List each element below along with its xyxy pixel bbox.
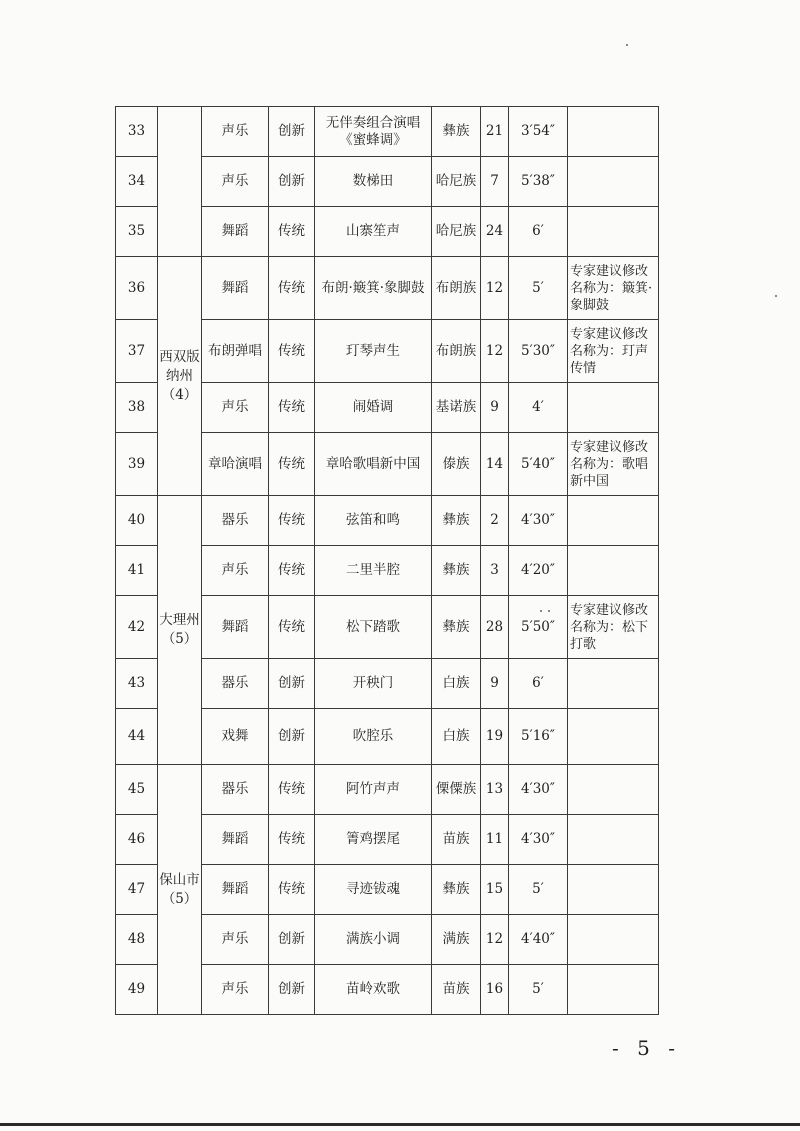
region-cell-baoshan: 保山市（5） [158,765,202,1015]
people-cell: 12 [481,915,509,965]
note-cell: 专家建议修改名称为：玎声传情 [568,320,659,383]
ethnicity-cell: 布朗族 [432,257,481,320]
duration-cell: 5′30″ [509,320,568,383]
note-cell [568,546,659,596]
category-cell: 器乐 [202,659,269,709]
title-cell: 阿竹声声 [315,765,432,815]
title-cell: 布朗·簸箕·象脚鼓 [315,257,432,320]
ethnicity-cell: 彝族 [432,546,481,596]
program-table [115,106,659,1015]
type-cell: 传统 [269,546,315,596]
ethnicity-cell: 苗族 [432,965,481,1015]
duration-cell: 5′16″ [509,709,568,765]
scan-speck [548,610,550,612]
note-cell [568,107,659,157]
row-number: 41 [116,546,158,596]
ethnicity-cell: 彝族 [432,496,481,546]
title-cell: 苗岭欢歌 [315,965,432,1015]
row-number: 46 [116,815,158,865]
note-cell: 专家建议修改名称为：歌唱新中国 [568,433,659,496]
row-number: 42 [116,596,158,659]
category-cell: 戏舞 [202,709,269,765]
type-cell: 传统 [269,765,315,815]
category-cell: 声乐 [202,915,269,965]
type-cell: 传统 [269,496,315,546]
title-cell: 山寨笙声 [315,207,432,257]
row-number: 47 [116,865,158,915]
ethnicity-cell: 基诺族 [432,383,481,433]
row-number: 45 [116,765,158,815]
note-cell [568,157,659,207]
category-cell: 声乐 [202,546,269,596]
duration-cell: 4′30″ [509,765,568,815]
category-cell: 布朗弹唱 [202,320,269,383]
type-cell: 创新 [269,915,315,965]
people-cell: 14 [481,433,509,496]
table-row [116,765,659,815]
note-cell [568,815,659,865]
duration-cell: 5′ [509,257,568,320]
duration-cell: 4′ [509,383,568,433]
region-cell-blank [158,107,202,257]
note-cell [568,765,659,815]
category-cell: 舞蹈 [202,596,269,659]
title-cell: 满族小调 [315,915,432,965]
duration-cell: 4′20″ [509,546,568,596]
category-cell: 声乐 [202,965,269,1015]
title-cell: 章哈歌唱新中国 [315,433,432,496]
type-cell: 传统 [269,433,315,496]
scan-speck [540,610,542,612]
ethnicity-cell: 傈僳族 [432,765,481,815]
note-cell [568,207,659,257]
note-cell: 专家建议修改名称为：簸箕·象脚鼓 [568,257,659,320]
note-cell [568,496,659,546]
type-cell: 创新 [269,157,315,207]
note-cell: 专家建议修改名称为：松下打歌 [568,596,659,659]
category-cell: 器乐 [202,765,269,815]
title-cell: 弦笛和鸣 [315,496,432,546]
ethnicity-cell: 彝族 [432,107,481,157]
note-cell [568,865,659,915]
type-cell: 传统 [269,596,315,659]
title-cell: 松下踏歌 [315,596,432,659]
table-row [116,496,659,546]
type-cell: 传统 [269,207,315,257]
duration-cell: 5′ [509,965,568,1015]
row-number: 33 [116,107,158,157]
title-cell: 闹婚调 [315,383,432,433]
type-cell: 创新 [269,659,315,709]
people-cell: 3 [481,546,509,596]
ethnicity-cell: 白族 [432,709,481,765]
duration-cell: 6′ [509,207,568,257]
type-cell: 传统 [269,383,315,433]
category-cell: 舞蹈 [202,257,269,320]
duration-cell: 4′30″ [509,496,568,546]
people-cell: 28 [481,596,509,659]
duration-cell: 4′30″ [509,815,568,865]
type-cell: 传统 [269,320,315,383]
people-cell: 21 [481,107,509,157]
row-number: 36 [116,257,158,320]
ethnicity-cell: 彝族 [432,865,481,915]
ethnicity-cell: 布朗族 [432,320,481,383]
row-number: 37 [116,320,158,383]
title-cell: 无伴奏组合演唱《蜜蜂调》 [315,107,432,157]
category-cell: 章哈演唱 [202,433,269,496]
title-cell: 玎琴声生 [315,320,432,383]
row-number: 43 [116,659,158,709]
type-cell: 传统 [269,257,315,320]
people-cell: 9 [481,383,509,433]
scan-speck [626,44,628,46]
title-cell: 开秧门 [315,659,432,709]
table-row [116,107,659,157]
type-cell: 创新 [269,709,315,765]
ethnicity-cell: 满族 [432,915,481,965]
title-cell: 寻迹钹魂 [315,865,432,915]
category-cell: 声乐 [202,157,269,207]
people-cell: 9 [481,659,509,709]
category-cell: 器乐 [202,496,269,546]
people-cell: 12 [481,257,509,320]
row-number: 39 [116,433,158,496]
page-number: - 5 - [612,1036,681,1060]
category-cell: 舞蹈 [202,207,269,257]
category-cell: 声乐 [202,107,269,157]
row-number: 40 [116,496,158,546]
duration-cell: 5′38″ [509,157,568,207]
note-cell [568,659,659,709]
ethnicity-cell: 哈尼族 [432,157,481,207]
category-cell: 舞蹈 [202,865,269,915]
ethnicity-cell: 傣族 [432,433,481,496]
people-cell: 13 [481,765,509,815]
category-cell: 声乐 [202,383,269,433]
row-number: 48 [116,915,158,965]
note-cell [568,709,659,765]
duration-cell: 4′40″ [509,915,568,965]
scan-speck [775,295,777,297]
people-cell: 7 [481,157,509,207]
region-cell-dali: 大理州（5） [158,496,202,765]
ethnicity-cell: 彝族 [432,596,481,659]
ethnicity-cell: 哈尼族 [432,207,481,257]
type-cell: 传统 [269,815,315,865]
row-number: 44 [116,709,158,765]
title-cell: 二里半腔 [315,546,432,596]
duration-cell: 5′40″ [509,433,568,496]
row-number: 49 [116,965,158,1015]
people-cell: 16 [481,965,509,1015]
note-cell [568,383,659,433]
people-cell: 19 [481,709,509,765]
type-cell: 传统 [269,865,315,915]
people-cell: 11 [481,815,509,865]
type-cell: 创新 [269,107,315,157]
duration-cell: 5′ [509,865,568,915]
row-number: 38 [116,383,158,433]
row-number: 35 [116,207,158,257]
ethnicity-cell: 白族 [432,659,481,709]
people-cell: 15 [481,865,509,915]
type-cell: 创新 [269,965,315,1015]
title-cell: 数梯田 [315,157,432,207]
category-cell: 舞蹈 [202,815,269,865]
ethnicity-cell: 苗族 [432,815,481,865]
note-cell [568,915,659,965]
row-number: 34 [116,157,158,207]
note-cell [568,965,659,1015]
people-cell: 2 [481,496,509,546]
region-cell-xishuangbanna: 西双版纳州（4） [158,257,202,496]
scan-edge-line [0,1123,800,1126]
people-cell: 12 [481,320,509,383]
duration-cell: 3′54″ [509,107,568,157]
title-cell: 箐鸡摆尾 [315,815,432,865]
people-cell: 24 [481,207,509,257]
table-row [116,257,659,320]
duration-cell: 6′ [509,659,568,709]
title-cell: 吹腔乐 [315,709,432,765]
duration-cell: 5′50″ [509,596,568,659]
